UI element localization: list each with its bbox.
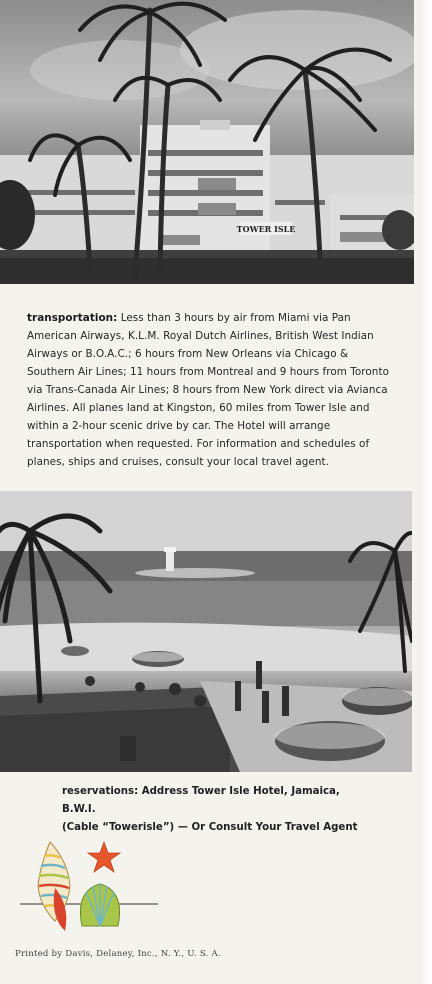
reservations-block	[62, 783, 362, 837]
starfish-icon	[88, 842, 120, 872]
scallop-shell-icon	[80, 884, 119, 926]
conch-shell-icon	[38, 842, 70, 931]
transportation-heading: transportation:	[27, 312, 118, 324]
seashells-illustration	[20, 836, 160, 936]
printer-credit: Printed by Davis, Delaney, Inc., N. Y., U. S. A.	[15, 949, 221, 959]
beach-photo	[0, 491, 412, 772]
reservations-line-1: reservations: Address Tower Isle Hotel, Jamaica, B.W.I.	[62, 786, 340, 815]
hotel-photo	[0, 0, 414, 284]
transportation-paragraph	[27, 309, 397, 471]
hotel-sign: TOWER ISLE	[236, 224, 296, 234]
transportation-body: Less than 3 hours by air from Miami via Pan American Airways, K.L.M. Royal Dutch Airlines, British West Indian Airways or B.O.A.C.; 6 hours from New Orleans via Chicago & Southern Air Lines; 11 hours from Montreal and 9 hours from Toronto via Trans-Canada Air Lines; 8 hours from New York direct via Avianca Airlines. All planes land at Kingston, 60 miles from Tower Isle and within a 2-hour scenic drive by car. The Hotel will arrange transportation when requested. For information and schedules of planes, ships and cruises, consult your local travel agent.	[27, 312, 389, 468]
reservations-line-2: (Cable “Towerisle”) — Or Consult Your Travel Agent	[62, 822, 358, 833]
page-edge	[418, 0, 432, 984]
